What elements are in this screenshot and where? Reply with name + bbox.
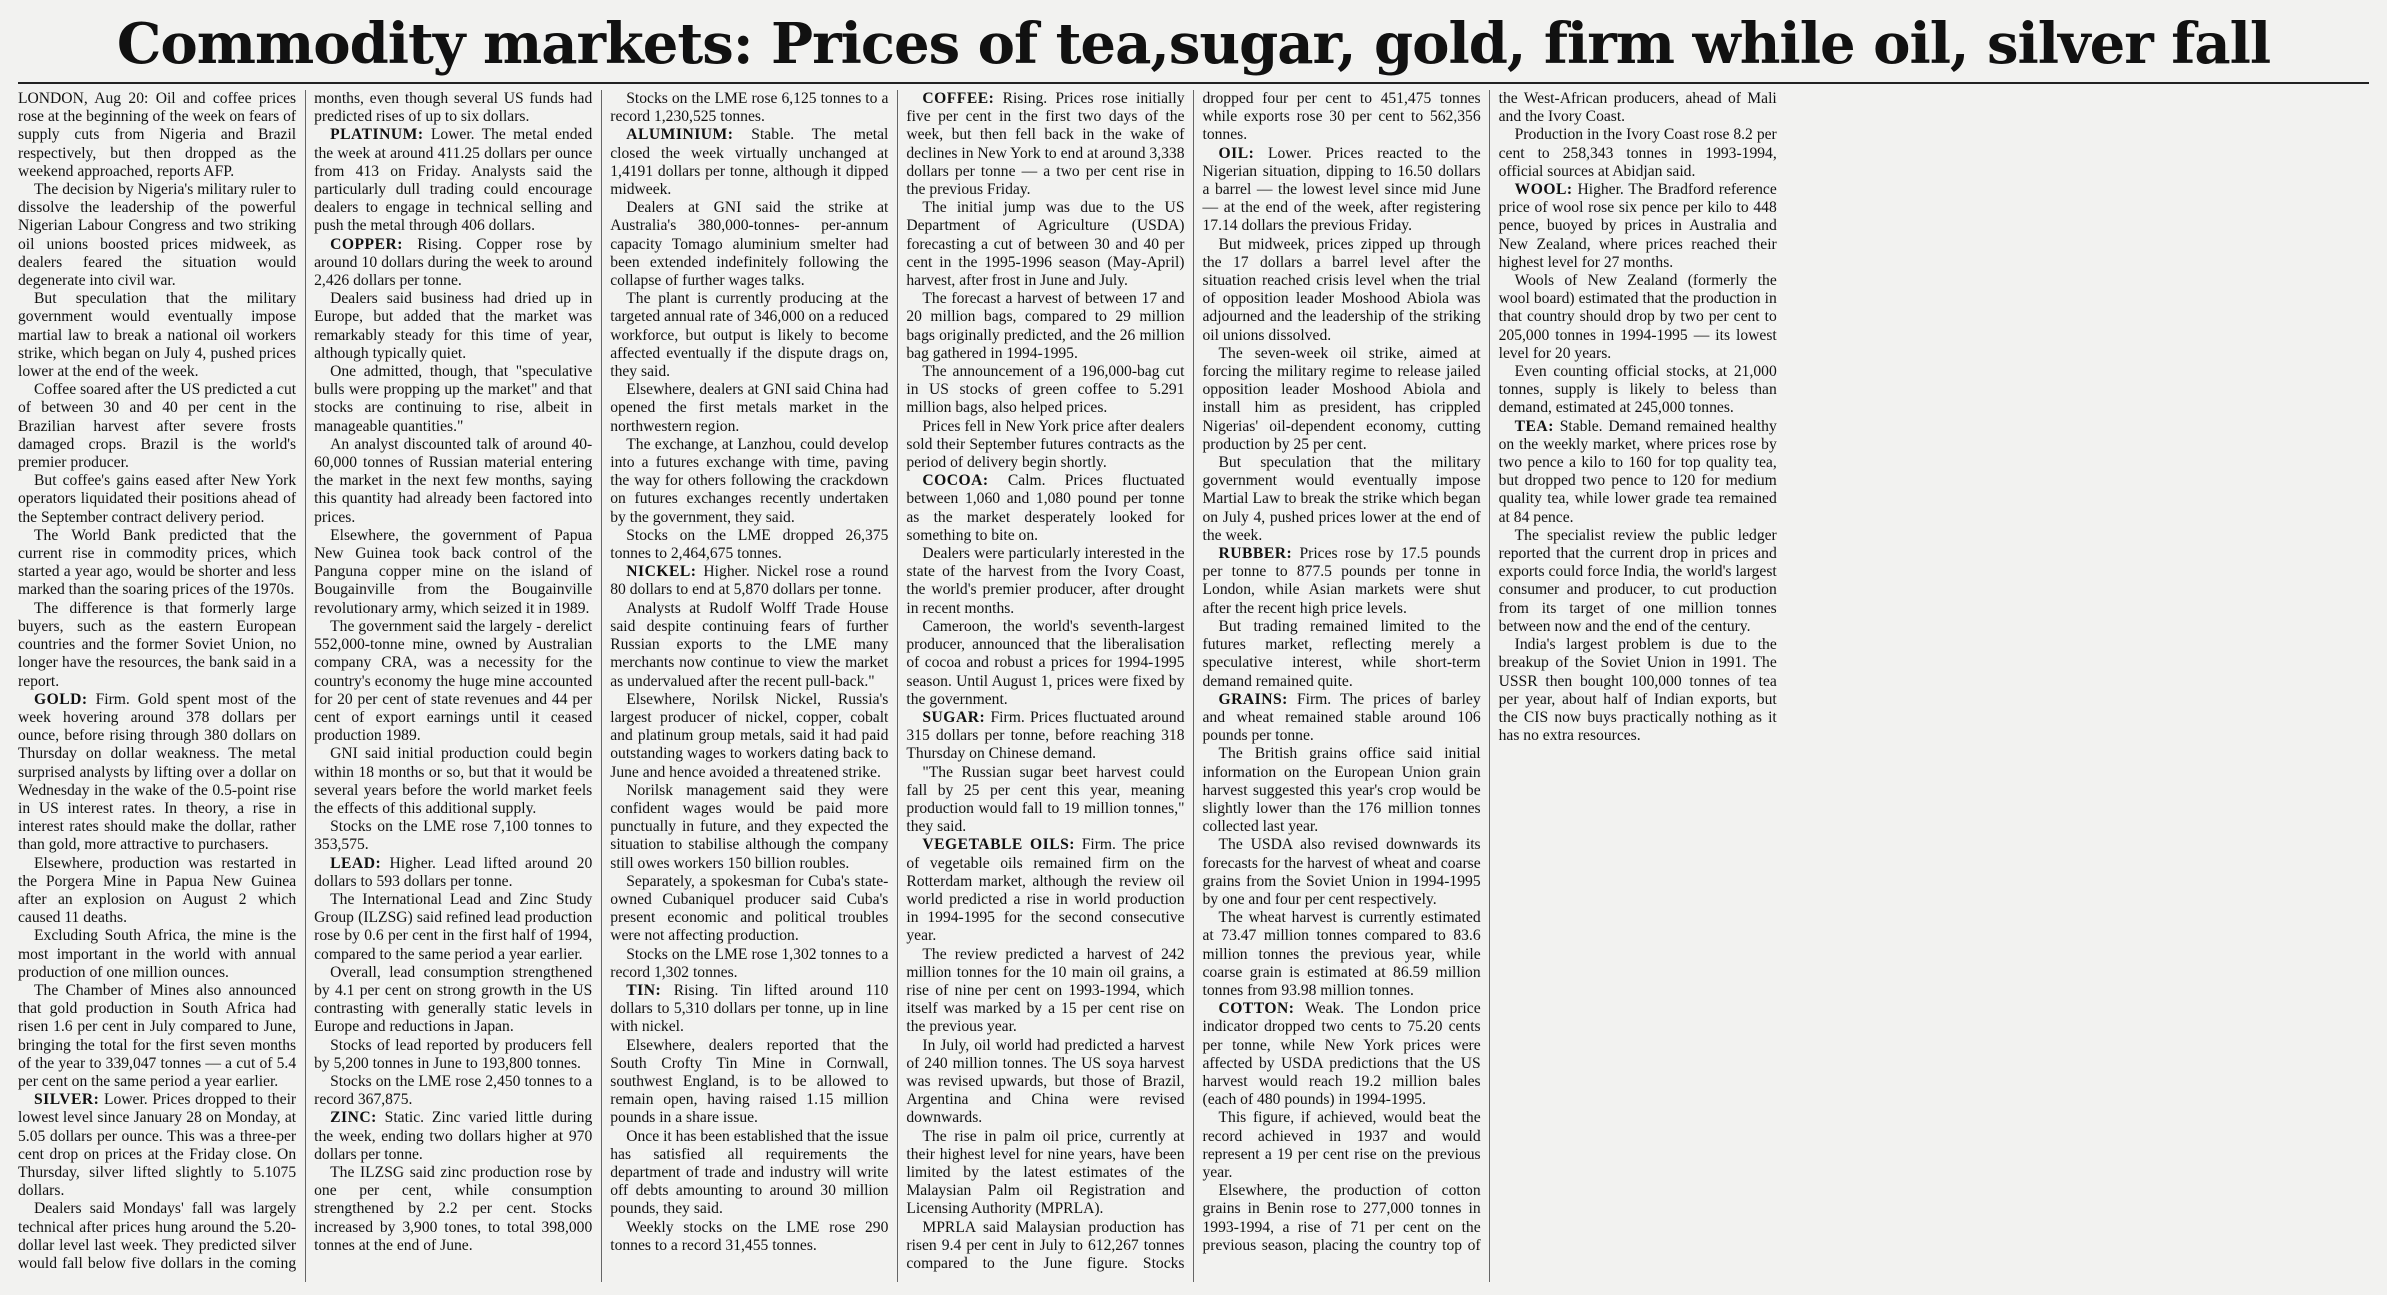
- article-paragraph: [314, 527, 592, 618]
- paragraph-text: Rising. Copper rose by around 10 dollars during the week to around 2,426 dollars per tonne.: [314, 235, 593, 290]
- paragraph-text: But speculation that the military government would eventually impose Martial Law to break the strike which began on July 4, pushed prices lower at the end of the week.: [1202, 454, 1481, 544]
- article-paragraph: [610, 600, 888, 691]
- paragraph-text: Higher. Lead lifted around 20 dollars to 593 dollars per tonne.: [314, 854, 593, 890]
- paragraph-text: Firm. Gold spent most of the week hovering around 378 dollars per ounce, before rising through 380 dollars on Thursday on dollar weakness. The metal surprised analysts by lifting over a dollar on Wednesday in the wake of the 0.5-point rise in US interest rates. In theory, a rise in interest rates should make the dollar, rather than gold, more attractive to purchasers.: [18, 690, 297, 854]
- paragraph-text: Prices rose by 17.5 pounds per tonne to 877.5 pounds per tonne in London, while Asian markets were shut after the recent high price levels.: [1202, 545, 1481, 617]
- paragraph-text: Elsewhere, production was restarted in the Porgera Mine in Papua New Guinea after an explosion on August 2 which caused 11 deaths.: [18, 854, 297, 927]
- article-paragraph: [1203, 145, 1481, 236]
- paragraph-text: This figure, if achieved, would beat the record achieved in 1937 and would represent a 19 per cent rise on the previous year.: [1202, 1109, 1481, 1181]
- paragraph-text: Elsewhere, the government of Papua New Guinea took back control of the Panguna copper mine on the island of Bougainville from the Bougainville revolutionary army, which seized it in 1989.: [314, 526, 593, 617]
- article-paragraph: [314, 618, 592, 745]
- section-keyword: COTTON:: [1218, 1000, 1295, 1018]
- paragraph-text: An analyst discounted talk of around 40-60,000 tonnes of Russian material entering the market in the next few months, saying this quantity had already been factored into prices.: [314, 435, 593, 526]
- paragraph-text: Stocks on the LME dropped 26,375 tonnes to 2,464,675 tonnes.: [610, 526, 889, 563]
- section-keyword: COCOA:: [922, 472, 989, 490]
- article-paragraph: [18, 472, 296, 527]
- article-paragraph: [18, 90, 296, 181]
- article-paragraph: [1203, 454, 1481, 545]
- article-paragraph: [906, 1128, 1184, 1219]
- section-keyword: TEA:: [1514, 417, 1554, 435]
- article-paragraph: [906, 90, 1184, 199]
- paragraph-text: Stocks on the LME rose 7,100 tonnes to 353,575.: [314, 818, 593, 854]
- article-paragraph: [1203, 345, 1481, 454]
- article-paragraph: [610, 381, 888, 436]
- article-paragraph: [906, 290, 1184, 363]
- article-paragraph: [314, 436, 592, 527]
- paragraph-text: The announcement of a 196,000-bag cut in US stocks of green coffee to 5.291 million bags, also helped prices.: [906, 363, 1185, 417]
- article-paragraph: [18, 290, 296, 381]
- article-paragraph: [18, 691, 296, 855]
- paragraph-text: The World Bank predicted that the current rise in commodity prices, which started a year ago, would be shorter and less marked than the soaring prices of the 1970s.: [18, 526, 297, 599]
- article-paragraph: [1203, 745, 1481, 836]
- article-paragraph: [610, 782, 888, 873]
- article-paragraph: [906, 199, 1184, 290]
- section-keyword: VEGETABLE OILS:: [922, 836, 1075, 854]
- paragraph-text: Calm. Prices fluctuated between 1,060 and 1,080 pound per tonne as the market desperately looked for something to bite on.: [906, 472, 1185, 544]
- paragraph-text: Production in the Ivory Coast rose 8.2 per cent to 258,343 tonnes in 1993-1994, official sources at Abidjan said.: [1498, 126, 1777, 180]
- paragraph-text: Dealers said business had dried up in Europe, but added that the market was remarkably steady for this time of year, although typically quiet.: [314, 290, 593, 362]
- paragraph-text: Elsewhere, Norilsk Nickel, Russia's largest producer of nickel, copper, cobalt and platinum group metals, said it had paid outstanding wages to workers dating back to June and hence avoided a threatened strike.: [610, 690, 889, 781]
- article-paragraph: [18, 381, 296, 472]
- article-paragraph: [906, 836, 1184, 945]
- section-keyword: GRAINS:: [1218, 690, 1288, 708]
- article-paragraph: [314, 855, 592, 891]
- article-paragraph: [1499, 181, 1777, 272]
- section-keyword: WOOL:: [1514, 181, 1573, 199]
- paragraph-text: Higher. Nickel rose a round 80 dollars to end at 5,870 dollars per tonne.: [610, 563, 889, 599]
- article-body: [18, 90, 2369, 1282]
- article-paragraph: [610, 126, 888, 199]
- paragraph-text: Stocks on the LME rose 6,125 tonnes to a record 1,230,525 tonnes.: [610, 90, 889, 126]
- paragraph-text: One admitted, though, that "speculative bulls were propping up the market" and that stocks are continuing to rise, albeit in manageable quantities.": [314, 363, 593, 435]
- paragraph-text: The specialist review the public ledger reported that the current drop in prices and exports could force India, the world's largest consumer and producer, to cut production from its target of one million tonnes between now and the end of the century.: [1498, 526, 1777, 635]
- paragraph-text: Wools of New Zealand (formerly the wool board) estimated that the production in that country should drop by two per cent to 205,000 tonnes in 1994-1995 — its lowest level for 20 years.: [1498, 272, 1777, 362]
- section-keyword: NICKEL:: [626, 563, 697, 581]
- paragraph-text: Static. Zinc varied little during the week, ending two dollars higher at 970 dollars per tonne.: [314, 1109, 593, 1163]
- article-paragraph: [906, 472, 1184, 545]
- section-keyword: COPPER:: [330, 235, 403, 253]
- article-paragraph: [314, 745, 592, 818]
- article-paragraph: [906, 618, 1184, 709]
- article-paragraph: [314, 126, 592, 235]
- article-paragraph: [610, 199, 888, 290]
- paragraph-text: GNI said initial production could begin within 18 months or so, but that it would be several years before the world market feels the effects of this additional supply.: [314, 745, 593, 817]
- paragraph-text: Lower. Prices dropped to their lowest level since January 28 on Monday, at 5.05 dollars per ounce. This was a three-per cent drop on prices at the Friday close. On Thursday, silver lifted slightly to 5.1075 dollars.: [18, 1091, 297, 1200]
- paragraph-text: But coffee's gains eased after New York operators liquidated their positions ahead of the September contract delivery period.: [18, 472, 297, 526]
- article-paragraph: [1499, 126, 1777, 181]
- article-paragraph: [610, 982, 888, 1037]
- article-paragraph: [314, 290, 592, 363]
- section-keyword: TIN:: [626, 981, 662, 999]
- article-paragraph: [1203, 618, 1481, 691]
- article-paragraph: [314, 891, 592, 964]
- paragraph-text: Prices fell in New York price after dealers sold their September futures contracts as the period of delivery begin shortly.: [906, 417, 1185, 472]
- article-paragraph: [1203, 909, 1481, 1000]
- article-paragraph: [610, 563, 888, 599]
- article-paragraph: [18, 982, 296, 1091]
- paragraph-text: Even counting official stocks, at 21,000 tonnes, supply is likely to beless than demand, estimated at 245,000 tonnes.: [1498, 363, 1777, 417]
- paragraph-text: Firm. The prices of barley and wheat remained stable around 106 pounds per tonne.: [1202, 690, 1481, 745]
- paragraph-text: The USDA also revised downwards its forecasts for the harvest of wheat and coarse grains from the Soviet Union in 1994-1995 by one and four per cent respectively.: [1202, 836, 1481, 908]
- article-paragraph: [1203, 1109, 1481, 1182]
- paragraph-text: The rise in palm oil price, currently at their highest level for nine years, have been limited by the latest estimates of the Malaysian Palm oil Registration and Licensing Authority (MPRLA).: [906, 1127, 1185, 1218]
- paragraph-text: Norilsk management said they were confident wages would be paid more punctually in future, and they expected the situation to stabilise although the company still owes workers 150 billion roubles.: [610, 781, 889, 872]
- article-paragraph: [18, 927, 296, 982]
- article-paragraph: [610, 1037, 888, 1128]
- paragraph-text: Separately, a spokesman for Cuba's state-owned Cubaniquel producer said Cuba's present economic and political troubles were not affecting production.: [610, 872, 889, 945]
- section-keyword: RUBBER:: [1218, 545, 1293, 563]
- paragraph-text: Rising. Tin lifted around 110 dollars to 5,310 dollars per tonne, up in line with nickel.: [610, 981, 889, 1036]
- paragraph-text: LONDON, Aug 20: Oil and coffee prices rose at the beginning of the week on fears of supply cuts from Nigeria and Brazil respectively, but then dropped as the weekend approached, reports AFP.: [18, 90, 297, 180]
- article-paragraph: [610, 290, 888, 381]
- article-paragraph: [906, 1037, 1184, 1128]
- article-paragraph: [610, 436, 888, 527]
- article-paragraph: [1499, 272, 1777, 363]
- article-paragraph: [1203, 1000, 1481, 1109]
- article-paragraph: [610, 873, 888, 946]
- article-paragraph: [314, 236, 592, 291]
- section-keyword: GOLD:: [34, 690, 88, 708]
- paragraph-text: Firm. The price of vegetable oils remained firm on the Rotterdam market, although the review oil world predicted a rise in world production in 1994-1995 for the second consecutive year.: [906, 836, 1185, 945]
- paragraph-text: The initial jump was due to the US Department of Agriculture (USDA) forecasting a cut of between 30 and 40 per cent in the 1995-1996 season (May-April) harvest, after frost in June and July.: [906, 199, 1185, 290]
- article-paragraph: [18, 600, 296, 691]
- paragraph-text: Higher. The Bradford reference price of wool rose six pence per kilo to 448 pence, buoyed by prices in Australia and New Zealand, where prices reached their highest level for 27 months.: [1498, 181, 1777, 271]
- paragraph-text: Firm. Prices fluctuated around 315 dollars per tonne, before reaching 318 Thursday on Chinese demand.: [906, 708, 1185, 763]
- paragraph-text: The government said the largely - derelict 552,000-tonne mine, owned by Australian company CRA, was a necessity for the country's economy the huge mine accounted for 20 per cent of state revenues and 44 per cent of export earnings until it ceased production 1989.: [314, 617, 593, 745]
- section-keyword: ZINC:: [330, 1109, 377, 1127]
- paragraph-text: But midweek, prices zipped up through the 17 dollars a barrel level after the situation reached crisis level when the trial of opposition leader Moshood Abiola was adjourned and the leadership of the striking oil unions dissolved.: [1202, 235, 1481, 344]
- article-paragraph: [18, 855, 296, 928]
- paragraph-text: Weekly stocks on the LME rose 290 tonnes to a record 31,455 tonnes.: [610, 1218, 889, 1254]
- paragraph-text: Once it has been established that the issue has satisfied all requirements the department of trade and industry will write off debts amounting to around 30 million pounds, they said.: [610, 1127, 889, 1218]
- paragraph-text: But speculation that the military government would eventually impose martial law to break a national oil workers strike, which began on July 4, pushed prices lower at the end of the week.: [18, 290, 297, 381]
- paragraph-text: "The Russian sugar beet harvest could fall by 25 per cent this year, meaning production would fall to 19 million tonnes," they said.: [906, 763, 1185, 836]
- article-paragraph: [610, 691, 888, 782]
- article-paragraph: [314, 1109, 592, 1164]
- paragraph-text: The review predicted a harvest of 242 million tonnes for the 10 main oil grains, a rise of nine per cent on 1993-1994, which itself was marked by a 15 per cent rise on the previous year.: [906, 945, 1185, 1036]
- article-paragraph: [610, 1219, 888, 1255]
- article-paragraph: [314, 1164, 592, 1255]
- section-keyword: COFFEE:: [922, 90, 995, 107]
- paragraph-text: Elsewhere, the production of cotton grains in Benin rose to 277,000 tonnes in 1993-1994, a rise of 71 per cent on the previous season, placing the country top of the West-African producers, ahead of Mali and the Ivory Coast.: [1202, 90, 1777, 1254]
- headline-rule: [18, 82, 2369, 84]
- paragraph-text: Dealers at GNI said the strike at Australia's 380,000-tonnes- per-annum capacity Tomago aluminium smelter had been extended indefinitely following the collapse of further wages talks.: [610, 199, 889, 290]
- paragraph-text: The wheat harvest is currently estimated at 73.47 million tonnes compared to 83.6 million tonnes the previous year, while coarse grain is estimated at 86.59 million tonnes from 93.98 million tonnes.: [1202, 909, 1481, 999]
- article-paragraph: [906, 363, 1184, 418]
- paragraph-text: Stocks on the LME rose 1,302 tonnes to a record 1,302 tonnes.: [610, 945, 889, 981]
- paragraph-text: Overall, lead consumption strengthened by 4.1 per cent on strong growth in the US contrasting with generally static levels in Europe and reductions in Japan.: [314, 963, 593, 1036]
- paragraph-text: But trading remained limited to the futures market, reflecting merely a speculative interest, while short-term demand remained quite.: [1202, 617, 1481, 690]
- section-keyword: SILVER:: [34, 1091, 100, 1109]
- paragraph-text: Lower. Prices reacted to the Nigerian situation, dipping to 16.50 dollars a barrel — the lowest level since mid June — at the end of the week, after registering 17.14 dollars the previous Friday.: [1202, 144, 1481, 235]
- article-paragraph: [1499, 363, 1777, 418]
- paragraph-text: The Chamber of Mines also announced that gold production in South Africa had risen 1.6 per cent in July compared to June, bringing the total for the first seven months of the year to 339,047 tonnes — a cut of 5.4 per cent on the same period a year earlier.: [18, 981, 297, 1090]
- paragraph-text: Cameroon, the world's seventh-largest producer, announced that the liberalisation of cocoa and robust a prices for 1994-1995 season. Until August 1, prices were fixed by the government.: [906, 617, 1185, 708]
- paragraph-text: India's largest problem is due to the breakup of the Soviet Union in 1991. The USSR then bought 100,000 tonnes of tea per year, about half of Indian exports, but the CIS now buys practically nothing as it has no extra resources.: [1498, 636, 1777, 745]
- paragraph-text: Stable. The metal closed the week virtually unchanged at 1,4191 dollars per tonne, although it dipped midweek.: [610, 126, 889, 199]
- headline: Commodity markets: Prices of tea,sugar, gold, firm while oil, silver fall: [116, 11, 2271, 77]
- article-paragraph: [1499, 527, 1777, 636]
- article-paragraph: [906, 946, 1184, 1037]
- paragraph-text: The difference is that formerly large buyers, such as the eastern European countries and the former Soviet Union, no longer have the resources, the bank said in a report.: [18, 599, 297, 690]
- article-paragraph: [1203, 545, 1481, 618]
- paragraph-text: Dealers said Mondays' fall was largely technical after prices hung around the 5.20-dollar level last week. They predicted silver would fall below five dollars in the coming months, even though several US funds had predicted rises of up to six dollars.: [18, 90, 593, 1272]
- article-paragraph: [906, 545, 1184, 618]
- article-paragraph: [906, 764, 1184, 837]
- paragraph-text: Elsewhere, dealers reported that the South Crofty Tin Mine in Cornwall, southwest England, is to be allowed to remain open, having raised 1.15 million pounds in a share issue.: [610, 1036, 889, 1127]
- article-paragraph: [1203, 836, 1481, 909]
- article-paragraph: [1499, 418, 1777, 527]
- article-paragraph: [18, 527, 296, 600]
- article-paragraph: [906, 418, 1184, 473]
- paragraph-text: The decision by Nigeria's military ruler to dissolve the leadership of the powerful Nigerian Labour Congress and two striking oil unions boosted prices midweek, as dealers feared the situation would degenerate into civil war.: [18, 181, 297, 290]
- paragraph-text: Analysts at Rudolf Wolff Trade House said despite continuing fears of further Russian exports to the LME many merchants now continue to view the market as undervalued after the recent pull-back.": [610, 599, 889, 690]
- paragraph-text: In July, oil world had predicted a harvest of 240 million tonnes. The US soya harvest was revised upwards, but those of Brazil, Argentina and China were revised downwards.: [906, 1036, 1185, 1127]
- article-paragraph: [1203, 691, 1481, 746]
- article-paragraph: [314, 818, 592, 854]
- article-paragraph: [314, 363, 592, 436]
- article-paragraph: [906, 709, 1184, 764]
- paragraph-text: Excluding South Africa, the mine is the most important in the world with annual production of one million ounces.: [18, 927, 297, 981]
- article-paragraph: [18, 181, 296, 290]
- article-paragraph: [610, 946, 888, 982]
- article-paragraph: [314, 964, 592, 1037]
- article-paragraph: [314, 1073, 592, 1109]
- article-paragraph: [1499, 636, 1777, 745]
- paragraph-text: The plant is currently producing at the targeted annual rate of 346,000 on a reduced workforce, but output is likely to become affected eventually if the dispute drags on, they said.: [610, 290, 889, 381]
- article-paragraph: [610, 527, 888, 563]
- section-keyword: PLATINUM:: [330, 126, 424, 144]
- paragraph-text: Stocks of lead reported by producers fell by 5,200 tonnes in June to 193,800 tonnes.: [314, 1036, 593, 1072]
- paragraph-text: Dealers were particularly interested in the state of the harvest from the Ivory Coast, the world's premier producer, after drought in recent months.: [906, 545, 1185, 617]
- article-paragraph: [314, 1037, 592, 1073]
- paragraph-text: MPRLA said Malaysian production has risen 9.4 per cent in July to 612,267 tonnes compared to the June figure. Stocks dropped four per cent to 451,475 tonnes while exports rose 30 per cent to 562,356 tonnes.: [906, 90, 1481, 1272]
- paragraph-text: Coffee soared after the US predicted a cut of between 30 and 40 per cent in the Brazilian harvest after severe frosts damaged crops. Brazil is the world's premier producer.: [18, 381, 297, 472]
- paragraph-text: The International Lead and Zinc Study Group (ILZSG) said refined lead production rose by 0.6 per cent in the first half of 1994, compared to the same period a year earlier.: [314, 890, 593, 963]
- paragraph-text: Stocks on the LME rose 2,450 tonnes to a record 367,875.: [314, 1072, 593, 1109]
- section-keyword: OIL:: [1218, 144, 1255, 162]
- paragraph-text: Weak. The London price indicator dropped two cents to 75.20 cents per tonne, while New York prices were affected by USDA predictions that the US harvest would reach 19.2 million bales (each of 480 pounds) in 1994-1995.: [1202, 1000, 1481, 1109]
- paragraph-text: Stable. Demand remained healthy on the weekly market, where prices rose by two pence a kilo to 160 for top quality tea, but dropped two pence to 120 for medium quality tea, while lower grade tea remained at 84 pence.: [1498, 417, 1777, 526]
- article-paragraph: [610, 90, 888, 126]
- section-keyword: SUGAR:: [922, 708, 986, 726]
- paragraph-text: The ILZSG said zinc production rose by one per cent, while consumption strengthened by 2.2 per cent. Stocks increased by 3,900 tones, to total 398,000 tonnes at the end of June.: [314, 1163, 593, 1254]
- section-keyword: ALUMINIUM:: [626, 126, 734, 144]
- paragraph-text: The forecast a harvest of between 17 and 20 million bags, compared to 29 million bags originally predicted, and the 26 million bag gathered in 1994-1995.: [906, 290, 1185, 362]
- article-paragraph: [1203, 236, 1481, 345]
- paragraph-text: The seven-week oil strike, aimed at forcing the military regime to release jailed opposition leader Moshood Abiola and install him as president, has crippled Nigerias' oil-dependent economy, cutting production by 25 per cent.: [1202, 344, 1481, 453]
- paragraph-text: The British grains office said initial information on the European Union grain harvest suggested this year's crop would be slightly lower than the 176 million tonnes collected last year.: [1202, 745, 1481, 836]
- section-keyword: LEAD:: [330, 854, 382, 872]
- paragraph-text: The exchange, at Lanzhou, could develop into a futures exchange with time, paving the way for others following the crackdown on futures exchanges recently undertaken by the government, they said.: [610, 435, 889, 526]
- paragraph-text: Rising. Prices rose initially five per cent in the first two days of the week, but then fell back in the wake of declines in New York to end at around 3,338 dollars per tonne — a two per cent rise in the previous Friday.: [906, 90, 1185, 199]
- paragraph-text: Lower. The metal ended the week at around 411.25 dollars per ounce from 413 on Friday. Analysts said the particularly dull trading could encourage dealers to engage in technical selling and push the metal through 406 dollars.: [314, 126, 593, 235]
- paragraph-text: Elsewhere, dealers at GNI said China had opened the first metals market in the northwestern region.: [610, 381, 889, 435]
- article-paragraph: [610, 1128, 888, 1219]
- article-paragraph: [18, 1091, 296, 1200]
